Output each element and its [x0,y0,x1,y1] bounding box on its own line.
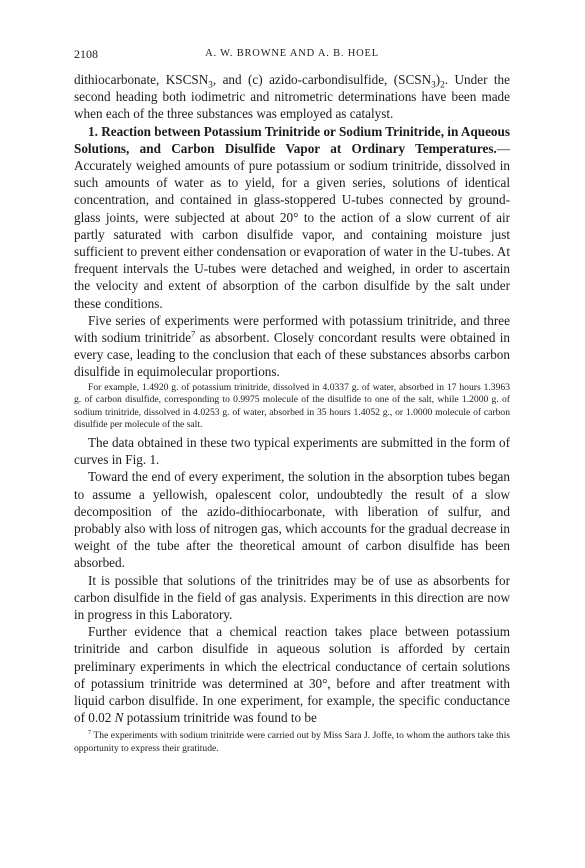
paragraph-toward: Toward the end of every experiment, the solution in the absorption tubes began to assume a yellowish, opalescent color, undoubtedly the result of a slow decomposition of the azido-dithiocarbonate, with liberation of sulfur, and probably also with loss of nitrogen gas, which accounts for the gradual decrease in weight of the tube after the theoretical amount of carbon disulfide has been absorbed. [74,469,510,571]
section-text: —Accurately weighed amounts of pure potassium or sodium trinitride, dissolved in such amounts of water as to yield, for a given series, solutions of identical concentration, and contained in glass-stoppered U-tubes connected by ground-glass joints, were subjected at about 20° to the action of a slow current of air partly saturated with carbon disulfide vapor, and containing moisture just sufficient to prevent either condensation or evaporation of water in the U-tubes. At frequent intervals the U-tubes were detached and weighed, in order to ascertain the velocity and extent of absorption of the carbon disulfide by the salt under these conditions. [74,140,510,311]
paragraph-five-series: Five series of experiments were performed with potassium trinitride, and three with sodium trinitride$^7$ as absorbent. Closely concordant results were obtained in every case, leading to the conclusion that each of these substances absorbs carbon disulfide in equimolecular proportions. [74,312,510,380]
section-heading: 1. Reaction between Potassium Trinitride or Sodium Trinitride, in Aqueous Solutions, and Carbon Disulfide Vapor at Ordinary Temperatures. [74,123,510,156]
paragraph-data: The data obtained in these two typical experiments are submitted in the form of curves in Fig. 1. [74,435,510,468]
paragraph-intro: dithiocarbonate, $KSCSN_3$, and (c) azido-carbondisulfide, $(SCSN_3)_2$. Under the second heading both iodimetric and nitrometric determinations have been made when each of the three substances was employed as catalyst. [74,72,510,122]
footnote-mark: 7 [88,729,92,737]
running-title: A. W. BROWNE AND A. B. HOEL [205,48,379,59]
article-body [74,71,510,756]
journal-page [74,47,510,756]
paragraph-further: Further evidence that a chemical reaction takes place between potassium trinitride and carbon disulfide in aqueous solution is afforded by certain preliminary experiments in which the electrical conductance of certain solutions of potassium trinitride was determined at 30°, before and after treatment with liquid carbon disulfide. In one experiment, for example, the specific conductance of 0.02 N potassium trinitride was found to be [74,624,510,726]
page-number: 2108 [74,47,98,61]
page-header [74,47,510,71]
paragraph-section-1 [74,123,510,312]
footnote-ref: 7 [191,328,196,339]
footnote [74,730,510,755]
paragraph-possible: It is possible that solutions of the trinitrides may be of use as absorbents for carbon disulfide in the field of gas analysis. Experiments in this direction are now in progress in this Laboratory. [74,572,510,623]
footnote-text: The experiments with sodium trinitride were carried out by Miss Sara J. Joffe, to whom the authors take this opportunity to express their gratitude. [74,730,510,755]
paragraph-example: For example, 1.4920 g. of potassium trinitride, dissolved in 4.0337 g. of water, absorbed in 17 hours 1.3963 g. of carbon disulfide, corresponding to 0.9975 molecule of the disulfide to one of the salt, while 1.2000 g. of sodium trinitride, dissolved in 4.0253 g. of water, absorbed in 35 hours 1.4052 g., or 1.0000 molecule of carbon disulfide per molecule of the salt. [74,381,510,431]
